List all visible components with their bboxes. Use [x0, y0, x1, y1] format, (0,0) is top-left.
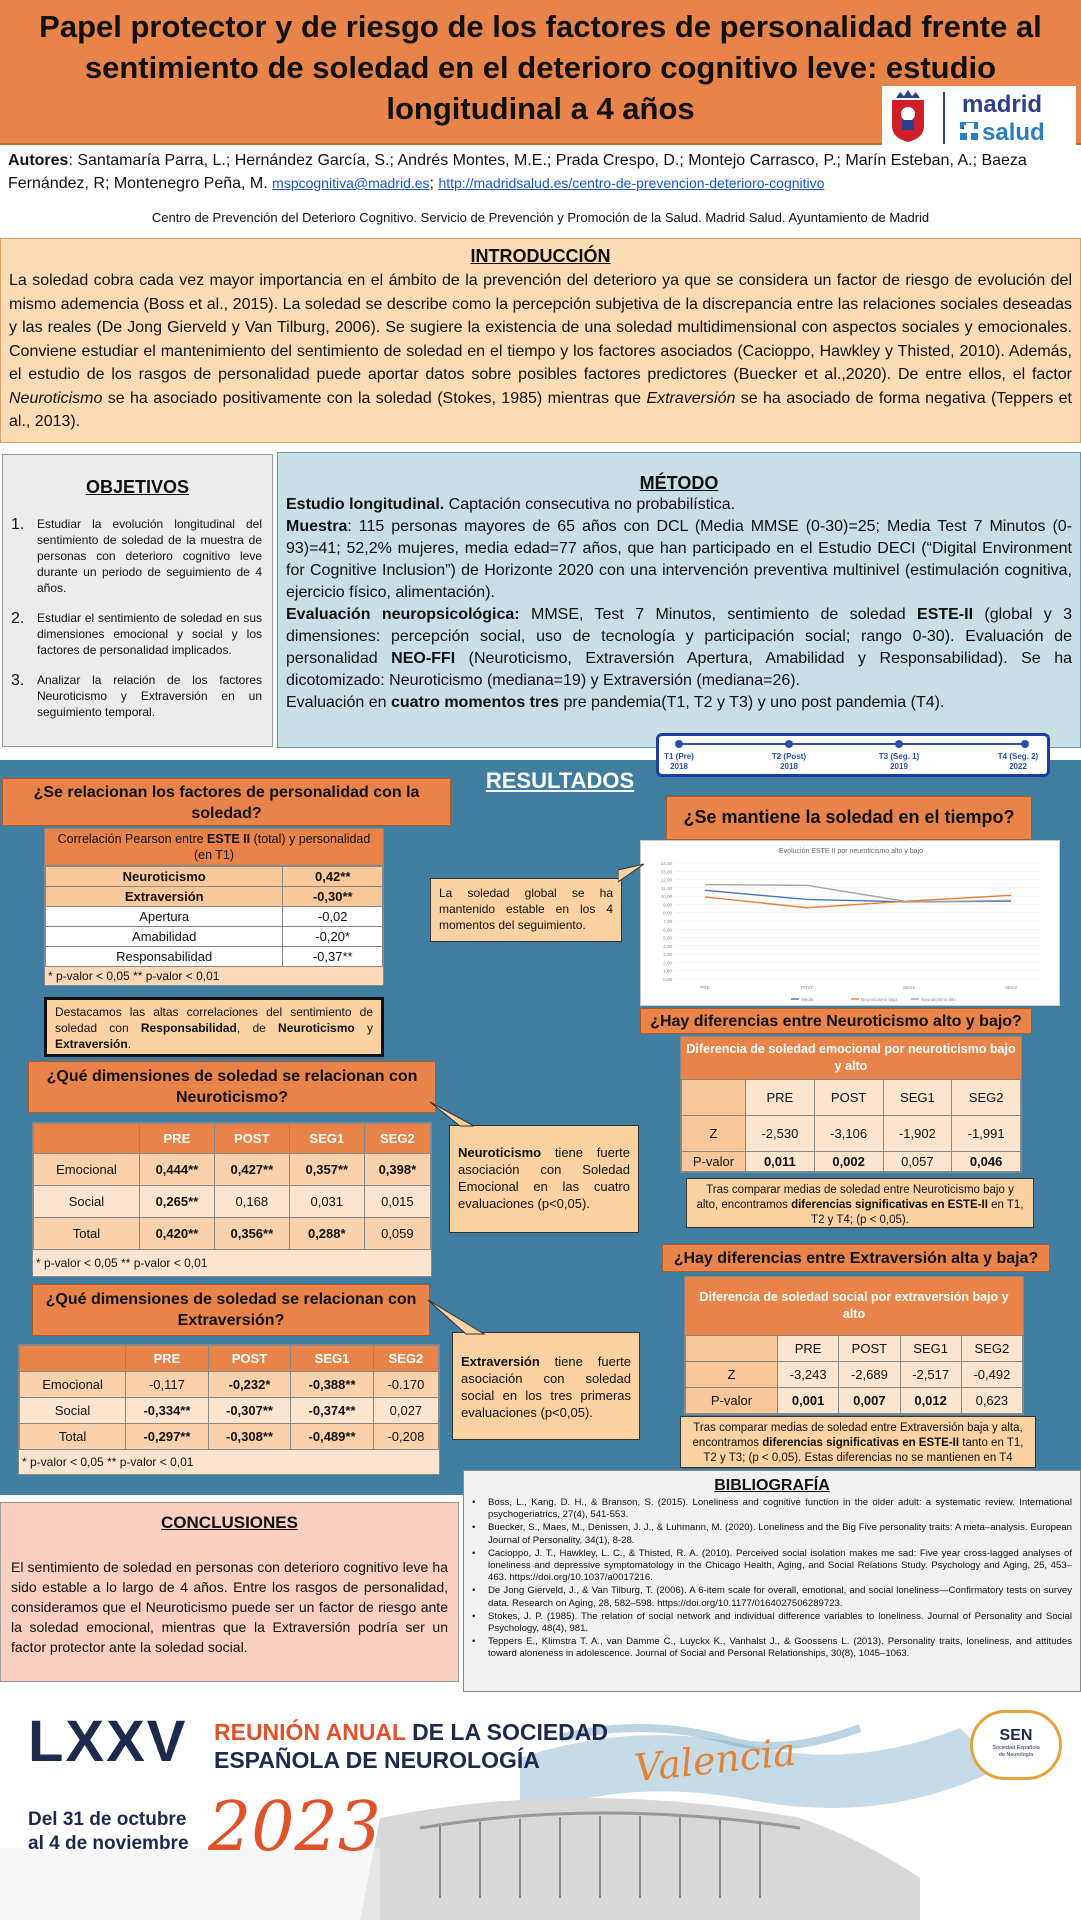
cell: Total	[34, 1218, 140, 1250]
q1-callout-c: , de	[236, 1021, 279, 1035]
reference-text: De Jong Gierveld, J., & Van Tilburg, T. (2006). A 6-item scale for overall, emotional, and social loneliness—Confirmatory tests on survey data. Research on Aging, 28, 582–598. https://doi.org/10.1177/0164027506289723.	[488, 1585, 1072, 1609]
q1-title-a: Correlación Pearson entre	[57, 832, 208, 846]
authors-line	[8, 150, 1076, 195]
objectives-heading: OBJETIVOS	[85, 477, 190, 497]
q1-callout-g: .	[127, 1037, 132, 1051]
intro-extra: Extraversión	[646, 389, 736, 407]
results-heading: RESULTADOS	[485, 768, 635, 793]
logo-madrid-text: madrid	[962, 91, 1043, 118]
method-l4b: cuatro momentos tres	[390, 694, 560, 711]
table-row	[34, 1154, 431, 1186]
q1-title-c: (total) y personalidad (en T1)	[193, 832, 371, 862]
cell: 0,623	[961, 1388, 1022, 1414]
q3-callout-text: tiene fuerte asociación con soledad social en los tres primeras evaluaciones (p<0,05).	[461, 1354, 631, 1420]
cell: 0,059	[364, 1218, 430, 1250]
x-tick-label: POST	[800, 985, 814, 990]
objectives-list	[3, 498, 272, 720]
timeline-year: 2018	[670, 762, 688, 771]
affiliation: Centro de Prevención del Deterioro Cognitivo. Servicio de Prevención y Promoción de la Salud. Madrid Salud. Ayuntamiento de Madrid	[151, 210, 930, 225]
header-cell: POST	[208, 1346, 291, 1372]
header-cell: PRE	[126, 1346, 209, 1372]
footer-dates	[28, 1808, 189, 1856]
method-section	[277, 452, 1081, 748]
reference-item: • De Jong Gierveld, J., & Van Tilburg, T. (2006). A 6-item scale for overall, emotional, and social loneliness—Confirmatory tests on survey data. Research on Aging, 28, 582–598. https://doi.org/10.1177/0164027506289723.	[472, 1585, 1072, 1609]
x-tick-label: PRE	[700, 985, 710, 990]
q1-question: ¿Se relacionan los factores de personalidad con la soledad?	[2, 778, 451, 826]
cell: 0,356**	[214, 1218, 289, 1250]
method-l2-bold: Muestra	[286, 518, 348, 535]
timeline-label: T4 (Seg. 2)	[997, 752, 1039, 761]
q6-callout-c: tanto en T1, T2 y T3; (p < 0,05). Estas diferencias no se mantienen en T4	[703, 1437, 1024, 1464]
cell: -0,208	[373, 1424, 438, 1450]
y-tick-label: 7,00	[663, 919, 672, 924]
method-l2: : 115 personas mayores de 65 años con DCL (Media MMSE (0-30)=25; Media Test 7 Minutos (0-93)=41; 52,2% mujeres, media edad=77 años, que han participado en el Estudio DECI (“Digital Environment for Cognitive Inclusion”) de Horizonte 2020 con una intervención preventiva multinivel (estimulación cognitiva, ejercicio físico, alimentación).	[286, 518, 1072, 601]
table-row	[20, 1424, 439, 1450]
method-line-4	[278, 692, 1080, 714]
q3-callout-bold: Extraversión	[461, 1354, 540, 1369]
q6-table-wrap	[684, 1276, 1024, 1415]
table-row	[34, 1186, 431, 1218]
cell: Responsabilidad	[46, 947, 283, 967]
chart-title: Evolución ESTE II por neuroticismo alto y bajo	[779, 848, 923, 855]
y-tick-label: 11,00	[661, 885, 672, 891]
footer-year: 2023	[208, 1788, 382, 1867]
y-tick-label: 3,00	[663, 952, 672, 958]
table-header-row	[34, 1124, 431, 1154]
cell: 0,265**	[139, 1186, 214, 1218]
email-link[interactable]: mspcognitiva@madrid.es	[272, 175, 430, 191]
header-cell: PRE	[746, 1080, 815, 1116]
intro-p2: se ha asociado positivamente con la soledad (Stokes, 1985) mientras que	[102, 389, 647, 407]
reference-text: Stokes, J. P. (1985). The relation of social network and individual difference variables to loneliness. Journal of Personality and Social Psychology, 48(4), 981.	[488, 1610, 1072, 1635]
cell: Emocional	[34, 1154, 140, 1186]
table-row	[686, 1362, 1023, 1388]
y-tick-label: 14,00	[660, 861, 672, 866]
reference-item: • Teppers E., Klimstra T. A., van Damme C., Luyckx K., Vanhalst J., & Goossens L. (2013). Personality traits, loneliness, and attitudes toward aloneness in adolescence. Journal of Social and Personal Relationships, 30(8), 1045–1063.	[472, 1636, 1072, 1660]
q1-table	[44, 828, 384, 986]
reference-text: Buecker, S., Maes, M., Denissen, J. J., & Luhmann, M. (2020). Loneliness and the Big Five personality traits: A meta–analysis. European Journal of Personality, 34(1), 8-28.	[488, 1522, 1072, 1546]
method-heading: MÉTODO	[639, 473, 719, 493]
intro-heading: INTRODUCCIÓN	[470, 246, 611, 266]
cell: -0.170	[373, 1372, 438, 1398]
table-row	[46, 947, 383, 967]
header-cell: SEG2	[952, 1080, 1021, 1116]
header-cell: SEG2	[961, 1336, 1022, 1362]
cell: 0,015	[364, 1186, 430, 1218]
cell: -0,388**	[291, 1372, 374, 1398]
poster-title: Papel protector y de riesgo de los factores de personalidad frente al sentimiento de soledad en el deterioro cognitivo leve: estudio longitudinal a 4 años	[39, 9, 1042, 126]
header-cell: SEG1	[883, 1080, 952, 1116]
cell: -2,530	[746, 1116, 815, 1152]
website-link[interactable]: http://madridsalud.es/centro-de-prevencion-deterioro-cognitivo	[438, 175, 825, 191]
q1-callout-b: Responsabilidad	[140, 1021, 237, 1035]
madrid-salud-logo	[882, 86, 1076, 148]
cell: 0,027	[373, 1398, 438, 1424]
y-tick-label: 9,00	[663, 902, 672, 908]
q3-question: ¿Qué dimensiones de soledad se relacionan con Extraversión?	[32, 1284, 430, 1336]
timeline-year: 2018	[780, 762, 798, 771]
q1-callout	[44, 997, 384, 1057]
table-row	[46, 867, 383, 887]
q1-note: * p-valor < 0,05 ** p-valor < 0,01	[45, 967, 383, 985]
q1-corr-table	[45, 866, 383, 967]
y-tick-label: 10,00	[660, 894, 672, 900]
cell: Extraversión	[46, 887, 283, 907]
timeline-year: 2022	[1009, 762, 1027, 771]
q5-table-title: Diferencia de soledad emocional por neuroticismo bajo y alto	[681, 1037, 1021, 1079]
q5-callout	[686, 1178, 1034, 1228]
timeline-year: 2019	[890, 762, 908, 771]
objective-item	[11, 516, 262, 596]
cell: -2,517	[900, 1362, 961, 1388]
q2-table	[33, 1123, 431, 1250]
method-l3f: (Neuroticismo, Extraversión Apertura, Amabilidad y Responsabilidad). Se ha dicotomizado: Neuroticismo (mediana=19) y Extraversión (mediana=26).	[286, 650, 1073, 689]
q5-callout-b: diferencias significativas en ESTE-II	[791, 1199, 988, 1211]
timeline-point-t4	[991, 752, 1045, 772]
timeline-label: T2 (Post)	[771, 752, 807, 761]
q2-callout-bold: Neuroticismo	[458, 1145, 542, 1160]
cell: Z	[686, 1362, 778, 1388]
cell: Social	[34, 1186, 140, 1218]
table-row	[682, 1116, 1021, 1152]
method-l3-bold: Evaluación neuropsicológica:	[286, 606, 520, 623]
header-cell: SEG1	[291, 1346, 374, 1372]
header-cell	[20, 1346, 126, 1372]
reference-item: • Cacioppo, J. T., Hawkley, L. C., & Thisted, R. A. (2010). Perceived social isolation makes me sad: Five year cross-lagged analyses of loneliness and depressive symptomatology in the Chicago Health, Aging, and Social Relations Study. Psychology and Aging, 25, 453–463. https://doi.org/10.1037/a0017216.	[472, 1547, 1072, 1584]
y-tick-label: 0,00	[663, 977, 672, 982]
objective-item	[11, 672, 262, 720]
cell: -0,297**	[126, 1424, 209, 1450]
q6-callout-b: diferencias significativas en ESTE-II	[762, 1437, 960, 1449]
table-header-row	[682, 1080, 1021, 1116]
authors-label: Autores	[8, 152, 69, 169]
cell: -0,30**	[283, 887, 383, 907]
q6-callout	[680, 1416, 1036, 1468]
cell: Social	[20, 1398, 126, 1424]
objective-number: 3.	[11, 672, 25, 689]
method-line-2	[278, 516, 1080, 604]
loneliness-chart	[640, 840, 1060, 1006]
objectives-section	[2, 454, 273, 747]
cell: 0,057	[883, 1152, 952, 1172]
header-cell: POST	[214, 1124, 289, 1154]
footer-city: Valencia	[632, 1729, 798, 1791]
footer-dates-1: Del 31 de octubre	[28, 1809, 187, 1830]
q5-callout-a: Tras comparar medias de soledad entre Neuroticismo bajo y alto, encontramos	[696, 1184, 1014, 1211]
header-cell: SEG1	[900, 1336, 961, 1362]
q4-callout: La soledad global se ha mantenido estable en los 4 momentos del seguimiento.	[430, 878, 622, 942]
method-l1: Captación consecutiva no probabilística.	[444, 496, 736, 513]
table-row	[682, 1152, 1021, 1172]
header-cell	[34, 1124, 140, 1154]
objective-text: Estudiar el sentimiento de soledad en sus dimensiones emocional y social y los factores de personalidad implicados.	[37, 611, 262, 657]
cell: P-valor	[682, 1152, 746, 1172]
q6-table	[685, 1335, 1023, 1414]
cell: 0,398*	[364, 1154, 430, 1186]
reference-text: Boss, L., Kang, D. H., & Branson, S. (2015). Loneliness and cognitive function in the older adult: a systematic review. International psychogeriatrics, 27(4), 541-553.	[488, 1497, 1072, 1521]
timeline-point-t3	[871, 752, 927, 772]
footer-line2: ESPAÑOLA DE NEUROLOGÍA	[214, 1747, 540, 1773]
table-row	[686, 1388, 1023, 1414]
y-tick-label: 4,00	[663, 943, 672, 949]
legend-label: Neuroticismo bajo	[861, 997, 898, 1002]
header-cell: POST	[814, 1080, 883, 1116]
timeline-point-t2	[765, 752, 813, 772]
objective-text: Analizar la relación de los factores Neuroticismo y Extraversión en un seguimiento temporal.	[37, 673, 262, 719]
intro-neuro: Neuroticismo	[9, 389, 103, 407]
reference-text: Teppers E., Klimstra T. A., van Damme C., Luyckx K., Vanhalst J., & Goossens L. (2013). Personality traits, loneliness, and attitudes toward aloneness in adolescence. Journal of Social and Personal Relationships, 30(8), 1045–1063.	[488, 1636, 1072, 1660]
cell: Apertura	[46, 907, 283, 927]
q2-table-wrap	[32, 1122, 432, 1277]
bibliography-list	[464, 1495, 1080, 1661]
cell: -0,489**	[291, 1424, 374, 1450]
study-timeline	[656, 733, 1050, 777]
cell: 0,011	[746, 1152, 815, 1172]
x-tick-label: SEG1	[902, 985, 916, 990]
cell: -3,106	[814, 1116, 883, 1152]
q5-table	[681, 1079, 1021, 1172]
q1-table-title	[45, 829, 383, 866]
q3-table	[19, 1345, 439, 1450]
reference-item: • Stokes, J. P. (1985). The relation of social network and individual difference variables to loneliness. Journal of Personality and Social Psychology, 48(4), 981.	[472, 1610, 1072, 1635]
method-line-1	[278, 494, 1080, 516]
method-l3c: ESTE-II	[917, 606, 974, 623]
q2-question: ¿Qué dimensiones de soledad se relacionan con Neuroticismo?	[28, 1061, 436, 1113]
conference-footer	[0, 1698, 1081, 1920]
y-tick-label: 12,00	[660, 877, 672, 883]
q3-table-wrap	[18, 1344, 440, 1475]
cell: Emocional	[20, 1372, 126, 1398]
timeline-point-t1	[661, 752, 697, 772]
reference-text: Cacioppo, J. T., Hawkley, L. C., & Thisted, R. A. (2010). Perceived social isolation makes me sad: Five year cross-lagged analyses of loneliness and depressive symptomatology in the Chicago Health, Aging, and Social Relations Study. Psychology and Aging, 25, 453–463. https://doi.org/10.1037/a0017216.	[488, 1547, 1072, 1584]
q3-callout	[452, 1332, 640, 1440]
table-row	[20, 1398, 439, 1424]
q1-callout-d: Neuroticismo	[278, 1021, 355, 1035]
cell: Amabilidad	[46, 927, 283, 947]
q2-callout	[449, 1125, 639, 1233]
q5-callout-c: en T1, T2 y T4; (p < 0,05).	[811, 1199, 1024, 1226]
q1-callout-f: Extraversión	[55, 1037, 128, 1051]
chart-svg	[641, 841, 1061, 1007]
q1-title-b: ESTE II	[207, 832, 251, 846]
y-tick-label: 6,00	[663, 927, 672, 933]
cell: 0,420**	[139, 1218, 214, 1250]
y-tick-label: 13,00	[660, 869, 672, 875]
legend-label: Neuroticismo alto	[921, 997, 956, 1002]
cell: -0,232*	[208, 1372, 291, 1398]
footer-title	[214, 1718, 608, 1774]
cell: 0,444**	[139, 1154, 214, 1186]
conclusions-heading: CONCLUSIONES	[161, 1513, 298, 1532]
method-l4a: Evaluación en	[286, 694, 391, 711]
q5-question: ¿Hay diferencias entre Neuroticismo alto y bajo?	[640, 1008, 1032, 1034]
cell: 0,012	[900, 1388, 961, 1414]
objective-text: Estudiar la evolución longitudinal del sentimiento de soledad de la muestra de personas con deterioro cognitivo leve durante un periodo de seguimiento de 4 años.	[37, 517, 262, 595]
legend-label: Media	[801, 997, 814, 1002]
cell: -0,492	[961, 1362, 1022, 1388]
reference-item: • Buecker, S., Maes, M., Denissen, J. J., & Luhmann, M. (2020). Loneliness and the Big Five personality traits: A meta–analysis. European Journal of Personality, 34(1), 8-28.	[472, 1522, 1072, 1546]
cell: -0,374**	[291, 1398, 374, 1424]
x-tick-label: SEG2	[1004, 985, 1018, 990]
cell: Z	[682, 1116, 746, 1152]
method-l3d: (global y 3 dimensiones: percepción social, uso de tecnología y participación social; rango 0-30). Evaluación de personalidad	[286, 606, 1073, 667]
cell: 0,001	[778, 1388, 839, 1414]
table-row	[46, 887, 383, 907]
sen-logo-sub: Sociedad Española de Neurología	[992, 1745, 1040, 1758]
cell: 0,031	[289, 1186, 364, 1218]
objective-item	[11, 610, 262, 658]
table-row	[46, 907, 383, 927]
table-header-row	[20, 1346, 439, 1372]
method-line-3	[278, 604, 1080, 692]
objective-number: 2.	[11, 610, 25, 627]
conclusions-section	[0, 1502, 459, 1682]
objective-number: 1.	[11, 516, 25, 533]
footer-line1b: DE LA SOCIEDAD	[412, 1719, 609, 1745]
q1-callout-a: Destacamos las altas correlaciones del sentimiento de soledad con	[55, 1005, 373, 1035]
intro-p1: La soledad cobra cada vez mayor importancia en el ámbito de la prevención del deterioro ya que se considera un factor de riesgo de evolución del mismo ademencia (Boss et al., 2015). La soledad se describe como la percepción subjetiva de la discrepancia entre las relaciones sociales deseadas y las reales (De Jong Gierveld y Van Tilburg, 2006). Se sugiere la existencia de una soledad multidimensional con aspectos sociales y emocionales. Conviene estudiar el mantenimiento del sentimiento de soledad en el tiempo y los factores asociados (Cacioppo, Hawkley y Thisted, 2010). Además, el estudio de los rasgos de personalidad puede aportar datos sobre posibles factores predictores (Buecker et al.,2020). De entre ellos, el factor	[9, 272, 1072, 383]
bibliography-section	[463, 1470, 1081, 1692]
authors-names: : Santamaría Parra, L.; Hernández García, S.; Andrés Montes, M.E.; Prada Crespo, D.; Montejo Carrasco, P.; Marín Esteban, A.; Baeza Fernández, R; Montenegro Peña, M.	[8, 152, 1027, 192]
footer-line1a: REUNIÓN ANUAL	[214, 1719, 413, 1745]
cell: 0,168	[214, 1186, 289, 1218]
cell: -0,117	[126, 1372, 209, 1398]
cell: -3,243	[778, 1362, 839, 1388]
intro-text	[1, 267, 1080, 434]
cell: Total	[20, 1424, 126, 1450]
header-cell: SEG2	[364, 1124, 430, 1154]
authors-sep: ;	[429, 175, 434, 192]
header-cell: PRE	[139, 1124, 214, 1154]
header-cell: SEG2	[373, 1346, 438, 1372]
sen-logo-text: SEN	[999, 1727, 1033, 1744]
q2-note: * p-valor < 0,05 ** p-valor < 0,01	[33, 1250, 431, 1276]
y-tick-label: 8,00	[663, 910, 672, 916]
cell: -1,902	[883, 1116, 952, 1152]
q5-table-wrap	[680, 1036, 1022, 1173]
cell: -1,991	[952, 1116, 1021, 1152]
conclusions-text: El sentimiento de soledad en personas con deterioro cognitivo leve ha sido estable a lo largo de 4 años. Entre los rasgos de personalidad, consideramos que el Neuroticismo puede ser un factor de riesgo ante la soledad emocional, mientras que la Extraversión podría ser un factor protector ante la soledad social.	[11, 1559, 448, 1655]
footer-dates-2: al 4 de noviembre	[28, 1833, 189, 1854]
table-row	[34, 1218, 431, 1250]
cell: 0,357**	[289, 1154, 364, 1186]
bibliography-heading: BIBLIOGRAFÍA	[714, 1477, 830, 1494]
y-tick-label: 2,00	[663, 960, 672, 966]
q4-question: ¿Se mantiene la soledad en el tiempo?	[666, 796, 1032, 840]
y-tick-label: 5,00	[663, 935, 672, 941]
header-cell: POST	[839, 1336, 900, 1362]
cell: -2,689	[839, 1362, 900, 1388]
logo-salud-text: salud	[982, 119, 1045, 146]
method-l3e: NEO-FFI	[391, 650, 456, 667]
cell: Neuroticismo	[46, 867, 283, 887]
method-l3a: MMSE, Test 7 Minutos, sentimiento de soledad	[519, 606, 918, 623]
q6-callout-a: Tras comparar medias de soledad entre Extraversión baja y alta, encontramos	[692, 1422, 1023, 1449]
cell: 0,002	[814, 1152, 883, 1172]
cell: 0,427**	[214, 1154, 289, 1186]
cell: 0,42**	[283, 867, 383, 887]
introduction-section	[0, 238, 1081, 443]
method-l1-bold: Estudio longitudinal.	[286, 496, 445, 513]
header-cell: PRE	[778, 1336, 839, 1362]
table-row	[46, 927, 383, 947]
intro-p3: se ha asociado de forma negativa (Teppers et al., 2013).	[9, 389, 1072, 430]
footer-roman: LXXV	[28, 1709, 188, 1774]
header-cell	[686, 1336, 778, 1362]
cell: -0,20*	[283, 927, 383, 947]
timeline-label: T1 (Pre)	[664, 752, 694, 761]
header-cell: SEG1	[289, 1124, 364, 1154]
q6-question: ¿Hay diferencias entre Extraversión alta y baja?	[662, 1244, 1050, 1272]
cell: 0,046	[952, 1152, 1021, 1172]
sen-logo	[970, 1710, 1062, 1780]
q3-note: * p-valor < 0,05 ** p-valor < 0,01	[19, 1450, 439, 1474]
table-header-row	[686, 1336, 1023, 1362]
cell: -0,334**	[126, 1398, 209, 1424]
table-row	[20, 1372, 439, 1398]
header-cell	[682, 1080, 746, 1116]
cell: -0,307**	[208, 1398, 291, 1424]
cell: 0,007	[839, 1388, 900, 1414]
q2-callout-text: tiene fuerte asociación con Soledad Emocional en las cuatro evaluaciones (p<0,05).	[458, 1145, 630, 1211]
q1-callout-e: y	[354, 1021, 373, 1035]
q6-table-title: Diferencia de soledad social por extraversión bajo y alto	[685, 1277, 1023, 1335]
cell: -0,308**	[208, 1424, 291, 1450]
cell: P-valor	[686, 1388, 778, 1414]
cell: 0,288*	[289, 1218, 364, 1250]
reference-item: • Boss, L., Kang, D. H., & Branson, S. (2015). Loneliness and cognitive function in the older adult: a systematic review. International psychogeriatrics, 27(4), 541-553.	[472, 1497, 1072, 1521]
series-line-2	[705, 885, 1011, 902]
y-tick-label: 1,00	[663, 968, 672, 974]
cell: -0,37**	[283, 947, 383, 967]
cell: -0,02	[283, 907, 383, 927]
method-l4c: pre pandemia(T1, T2 y T3) y uno post pandemia (T4).	[559, 694, 945, 711]
timeline-label: T3 (Seg. 1)	[878, 752, 920, 761]
